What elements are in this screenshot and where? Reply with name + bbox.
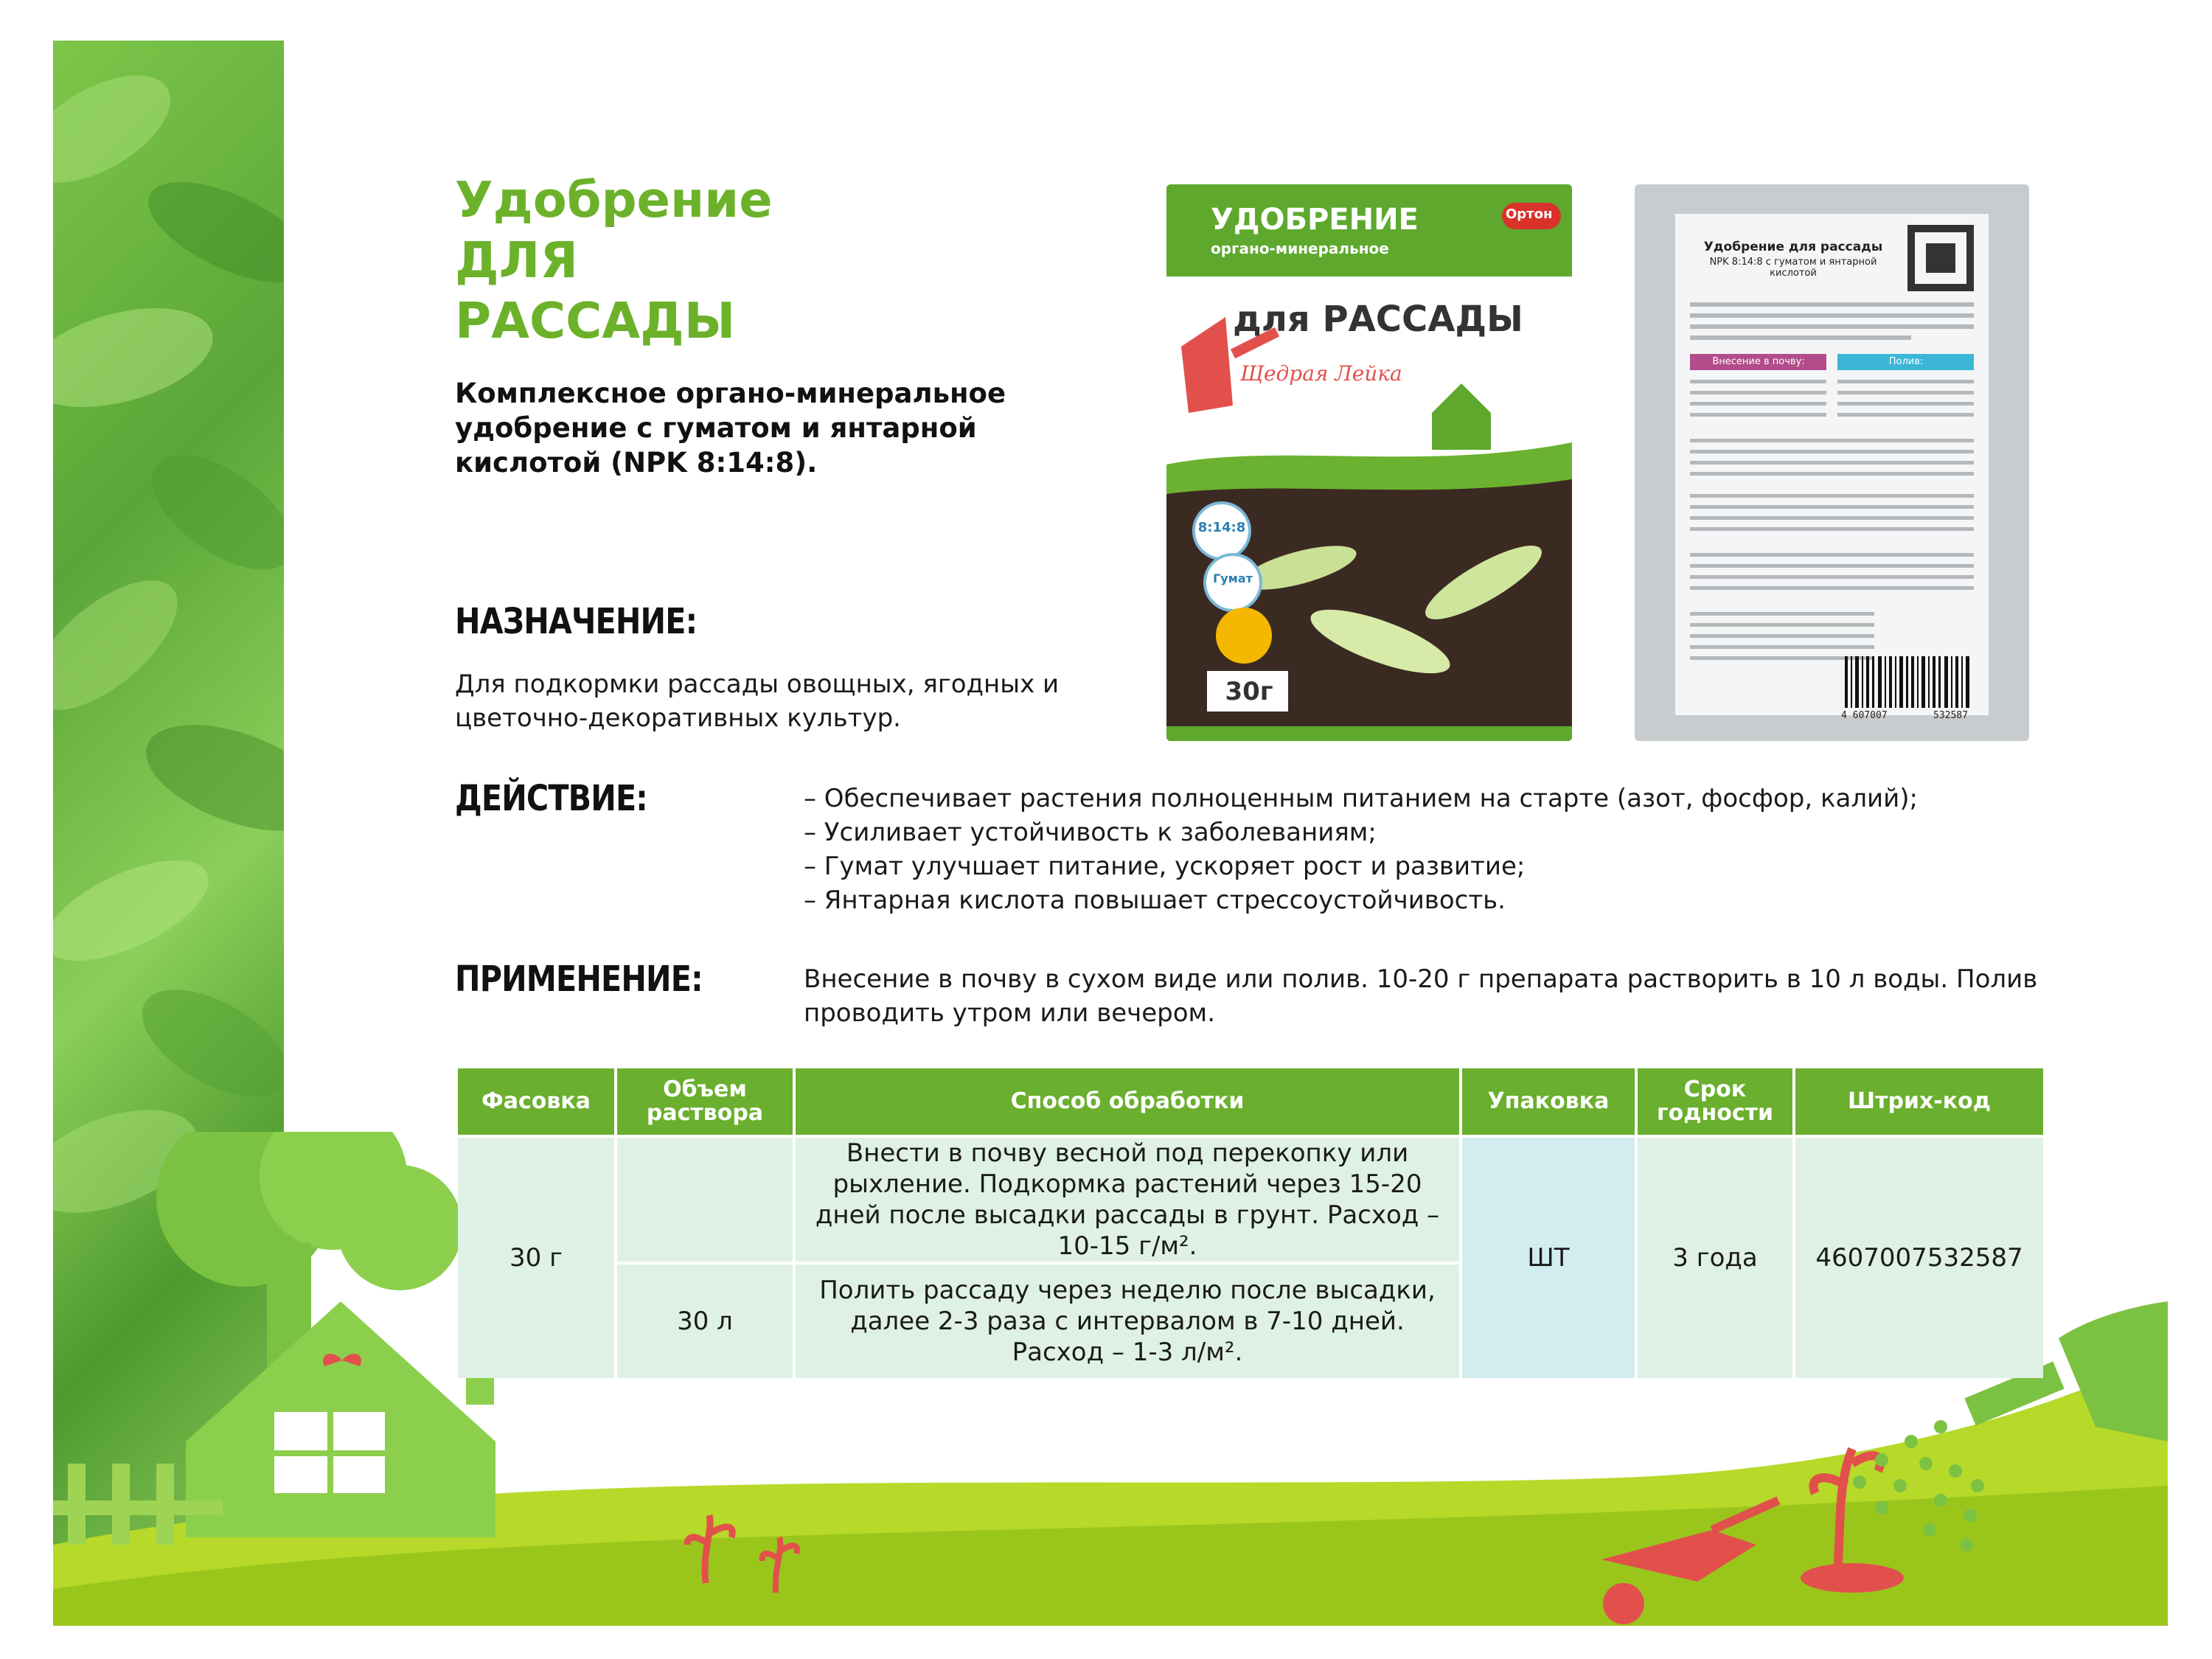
action-item: – Обеспечивает растения полноценным питанием на старте (азот, фосфор, калий); xyxy=(804,784,1918,813)
title-line-3: РАССАДЫ xyxy=(455,292,736,349)
action-heading: ДЕЙСТВИЕ: xyxy=(455,778,647,819)
cell-method: Полить рассаду через неделю после высадки, далее 2-3 раза с интервалом в 7-10 дней. Расход – 1-3 л/м². xyxy=(796,1265,1459,1378)
page xyxy=(53,41,2168,1626)
humate-badge: Гумат xyxy=(1213,571,1253,585)
package-back-header: Удобрение для рассады xyxy=(1703,240,1883,254)
package-back-image xyxy=(1635,184,2029,741)
cell-barcode: 4607007532587 xyxy=(1795,1138,2043,1378)
package-front-series: Щедрая Лейка xyxy=(1240,361,1402,386)
cell-shelf-life: 3 года xyxy=(1638,1138,1792,1378)
package-back-barcode-right: 532587 xyxy=(1933,710,1968,721)
application-text: Внесение в почву в сухом виде или полив. 10-20 г препарата растворить в 10 л воды. Полив проводить утром или вечером. xyxy=(804,964,2038,1028)
action-list xyxy=(804,782,1918,917)
purpose-text: Для подкормки рассады овощных, ягодных и цветочно-декоративных культур. xyxy=(455,669,1060,733)
package-back-watering-label: Полив: xyxy=(1888,356,1924,367)
application-heading: ПРИМЕНЕНИЕ: xyxy=(455,959,703,1000)
package-back-subheader: NPK 8:14:8 с гуматом и янтарной кислотой xyxy=(1709,257,1877,279)
cell-volume xyxy=(617,1138,793,1262)
cell-method: Внести в почву весной под перекопку или рыхление. Подкормка растений через 15-20 дней после высадки рассады в грунт. Расход – 10-15 г/м². xyxy=(796,1138,1459,1262)
product-subtitle: Комплексное органо-минеральное удобрение с гуматом и янтарной кислотой (NPK 8:14:8). xyxy=(455,378,1006,479)
cell-packaging: 30 г xyxy=(458,1138,614,1378)
title-line-2: ДЛЯ xyxy=(455,232,578,289)
header-barcode: Штрих-код xyxy=(1795,1068,2043,1135)
table-header-row xyxy=(458,1068,2043,1135)
cell-unit: ШТ xyxy=(1462,1138,1635,1378)
header-shelf-life: Срок годности xyxy=(1638,1068,1792,1135)
package-front-title: УДОБРЕНИЕ xyxy=(1211,203,1419,237)
cell-volume: 30 л xyxy=(617,1265,793,1378)
header-unit: Упаковка xyxy=(1462,1068,1635,1135)
npk-badge: 8:14:8 xyxy=(1197,520,1246,535)
package-brand-logo: Ортон xyxy=(1506,206,1553,222)
table-row xyxy=(458,1138,2043,1262)
package-front-name: для РАССАДЫ xyxy=(1233,299,1523,340)
title-line-1: Удобрение xyxy=(455,171,773,229)
header-packaging: Фасовка xyxy=(458,1068,614,1135)
package-front-image xyxy=(1166,184,1572,741)
action-item: – Гумат улучшает питание, ускоряет рост и развитие; xyxy=(804,852,1526,881)
action-item: – Усиливает устойчивость к заболеваниям; xyxy=(804,818,1377,847)
package-front-type: органо-минеральное xyxy=(1211,240,1389,257)
action-item: – Янтарная кислота повышает стрессоустойчивость. xyxy=(804,886,1506,915)
package-back-barcode-left: 4 607007 xyxy=(1841,710,1888,721)
package-back-soil-label: Внесение в почву: xyxy=(1712,356,1805,367)
purpose-heading: НАЗНАЧЕНИЕ: xyxy=(455,601,698,642)
page-title xyxy=(455,170,773,351)
header-method: Способ обработки xyxy=(796,1068,1459,1135)
spec-table xyxy=(455,1065,2046,1381)
header-volume: Объем раствора xyxy=(617,1068,793,1135)
package-front-weight: 30г xyxy=(1225,677,1273,706)
